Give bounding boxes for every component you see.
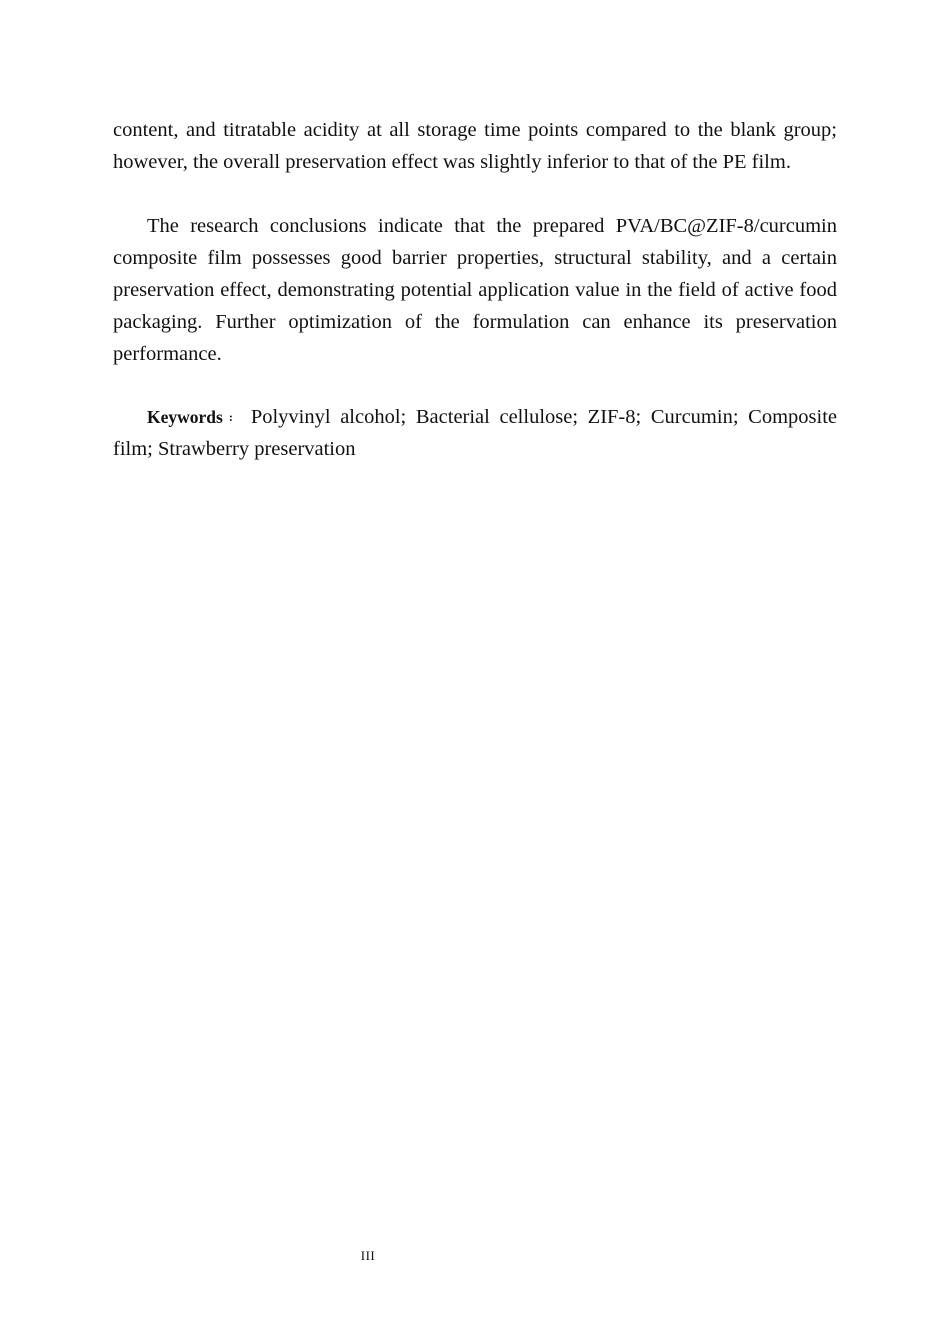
keywords-separator: :: [228, 410, 233, 424]
abstract-paragraph-continued: content, and titratable acidity at all storage time points compared to the blank group; however, the overall preservation effect was slightly inferior to that of the PE film.: [113, 119, 837, 173]
keywords-value: Polyvinyl alcohol; Bacterial cellulose; ZIF-8; Curcumin; Composite film; Strawberry preservation: [113, 406, 837, 460]
keywords-line: [113, 401, 837, 465]
page-number: III: [360, 1248, 376, 1263]
keywords-label: Keywords: [147, 407, 223, 427]
abstract-paragraph-conclusion: The research conclusions indicate that the prepared PVA/BC@ZIF-8/curcumin composite film possesses good barrier properties, structural stability, and a certain preservation effect, demonstrating potential application value in the field of active food packaging. Further optimization of the formulation can enhance its preservation performance.: [113, 215, 837, 365]
